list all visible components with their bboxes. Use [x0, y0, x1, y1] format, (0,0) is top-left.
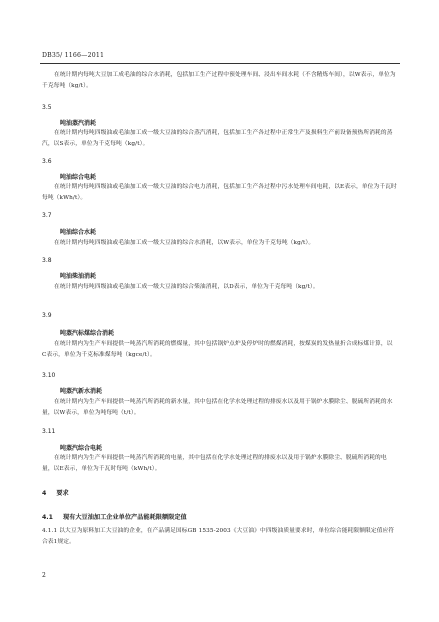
- section-number: 4.1: [42, 514, 53, 521]
- subsection-paragraph: 4.1.1 以大豆为原料加工大豆油的企业，在产品满足国标GB 1535-2003《大豆油》中四级油质量要求时，单位综合能耗限额限定值应符合表1规定。: [42, 528, 395, 545]
- clause-number: 3.9: [42, 312, 52, 319]
- clause-text: 在统计期内每吨四级油或毛油加工成一级大豆油的综合水消耗，以W表示，单位为千克每吨（kg/t）。: [54, 240, 315, 246]
- clause-number: 3.11: [42, 428, 56, 435]
- clause-number: 3.5: [42, 104, 52, 111]
- clause-term: 吨油综合电耗: [60, 174, 97, 181]
- section-title: 现有大豆油加工企业单位产品能耗限额限定值: [62, 514, 187, 521]
- clause-number: 3.7: [42, 212, 52, 219]
- section-heading: [42, 512, 187, 521]
- clause-text: 在统计期内为生产车间提供一吨蒸汽所消耗的电量，其中包括在化学水处理过程的排废水以及用于锅炉水膜除尘、脱硫所消耗的电量，以E表示，单位为千瓦时每吨（kWh/t）。: [42, 455, 387, 472]
- clause-term: 吨蒸汽新水消耗: [60, 388, 103, 395]
- clause-text: 在统计期内每吨四级油或毛油加工成一级大豆油的综合蒸汽消耗，包括加工生产各过程中正常生产及损料生产前设备预热所消耗的蒸汽，以S表示，单位为千克每吨（kg/t）。: [42, 130, 393, 147]
- clause-term: 吨蒸汽标煤综合消耗: [60, 330, 115, 337]
- chapter-number: 4: [42, 490, 47, 497]
- chapter-title: 要求: [56, 490, 69, 497]
- clause-term: 吨油综合水耗: [60, 229, 97, 236]
- intro-paragraph: 在统计期内每吨大豆加工成毛油的综合水消耗，包括加工生产过程中预处理车间、浸出车间水耗（不含精炼车间），以W表示，单位为千克每吨（kg/t）。: [42, 72, 396, 89]
- clause-term: 吨蒸汽综合电耗: [60, 445, 103, 452]
- chapter-heading: [42, 488, 69, 497]
- document-code: DB35/ 1166—2011: [42, 52, 105, 59]
- clause-term: 吨油柴油消耗: [60, 273, 97, 280]
- clause-text: 在统计期内每吨四级油或毛油加工成一级大豆油的综合柴油消耗，以D表示，单位为千克每吨（kg/t）。: [54, 284, 319, 290]
- clause-text: 在统计期内为生产车间提供一吨蒸汽所消耗的新水量，其中包括在化学水处理过程的排废水以及用于锅炉水膜除尘、脱硫所消耗的水量，以W表示，单位为吨每吨（t/t）。: [42, 399, 393, 416]
- page-number: 2: [42, 572, 46, 579]
- clause-text: 在统计期内每吨四级油或毛油加工成一级大豆油的综合电力消耗，包括加工生产各过程中污水处理车间电耗，以E表示，单位为千瓦时每吨（kWh/t）。: [42, 184, 397, 201]
- clause-term: 吨油蒸汽消耗: [60, 120, 97, 127]
- clause-number: 3.6: [42, 158, 52, 165]
- header-rule: [40, 63, 400, 64]
- clause-text: 在统计期内为生产车间提供一吨蒸汽所消耗的燃煤量，其中包括锅炉点炉及停炉时的燃煤消耗，按煤炭的发热量折合成标煤计算，以C表示，单位为千克标准煤每吨（kgce/t）。: [42, 341, 393, 358]
- clause-number: 3.10: [42, 372, 56, 379]
- clause-number: 3.8: [42, 257, 52, 264]
